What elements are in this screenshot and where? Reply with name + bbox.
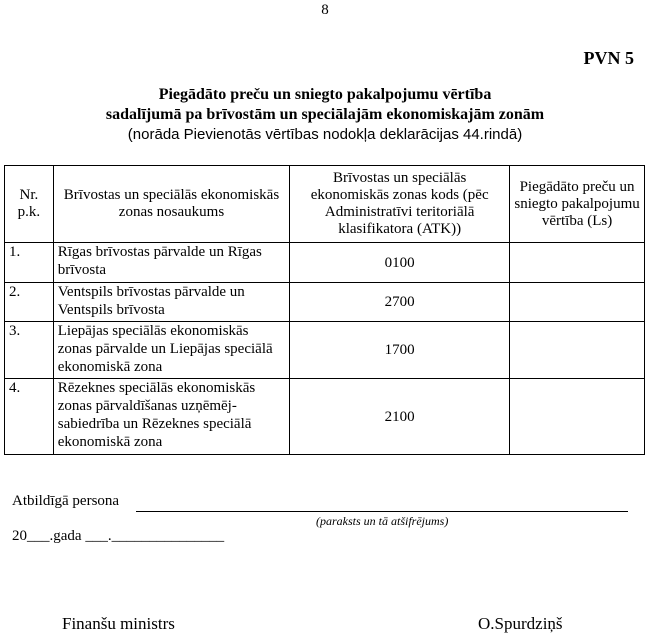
minister-title: Finanšu ministrs: [62, 614, 175, 633]
title-line-2: sadalījumā pa brīvostām un speciālajām ekonomiskajām zonām: [105, 106, 545, 123]
row-nr: 1.: [5, 243, 54, 283]
responsible-person-label: Atbildīgā persona: [12, 493, 120, 509]
table-row: [5, 283, 645, 322]
row-zone-name: Rēzeknes speciālās ekonomiskās zonas pārvaldīšanas uzņēmēj-sabiedrība un Rēzeknes speciālā ekonomiskā zona: [53, 379, 289, 455]
form-code: PVN 5: [583, 48, 634, 68]
signature-caption: (paraksts un tā atšifrējums): [316, 514, 449, 528]
table-row: [5, 243, 645, 283]
table-header-row: [5, 166, 645, 243]
page-number: 8: [321, 2, 329, 18]
table-row: [5, 322, 645, 379]
header-nr: Nr. p.k.: [5, 166, 54, 243]
row-zone-name: Ventspils brīvostas pārvalde un Ventspils brīvosta: [53, 283, 289, 322]
row-zone-name: Rīgas brīvostas pārvalde un Rīgas brīvosta: [53, 243, 289, 283]
row-zone-code: 1700: [290, 322, 510, 379]
minister-name: O.Spurdziņš: [478, 614, 563, 633]
zones-table: [4, 165, 645, 455]
row-nr: 2.: [5, 283, 54, 322]
date-field[interactable]: 20___.gada ___._______________: [12, 528, 225, 544]
signature-line[interactable]: [136, 511, 628, 512]
row-value-cell[interactable]: [510, 243, 645, 283]
header-zone-code: Brīvostas un speciālās ekonomiskās zonas kods (pēc Administratīvi teritoriālā klasifikatora (ATK)): [290, 166, 510, 243]
header-zone-name: Brīvostas un speciālās ekonomiskās zonas nosaukums: [53, 166, 289, 243]
table-row: [5, 379, 645, 455]
row-nr: 4.: [5, 379, 54, 455]
row-zone-code: 0100: [290, 243, 510, 283]
title-line-1: Piegādāto preču un sniegto pakalpojumu vērtība: [158, 86, 492, 103]
row-value-cell[interactable]: [510, 322, 645, 379]
row-zone-name: Liepājas speciālās ekonomiskās zonas pārvalde un Liepājas speciālā ekonomiskā zona: [53, 322, 289, 379]
row-value-cell[interactable]: [510, 379, 645, 455]
row-value-cell[interactable]: [510, 283, 645, 322]
title-line-3: (norāda Pievienotās vērtības nodokļa deklarācijas 44.rindā): [127, 126, 523, 143]
row-nr: 3.: [5, 322, 54, 379]
row-zone-code: 2100: [290, 379, 510, 455]
header-value: Piegādāto preču un sniegto pakalpojumu vērtība (Ls): [510, 166, 645, 243]
row-zone-code: 2700: [290, 283, 510, 322]
